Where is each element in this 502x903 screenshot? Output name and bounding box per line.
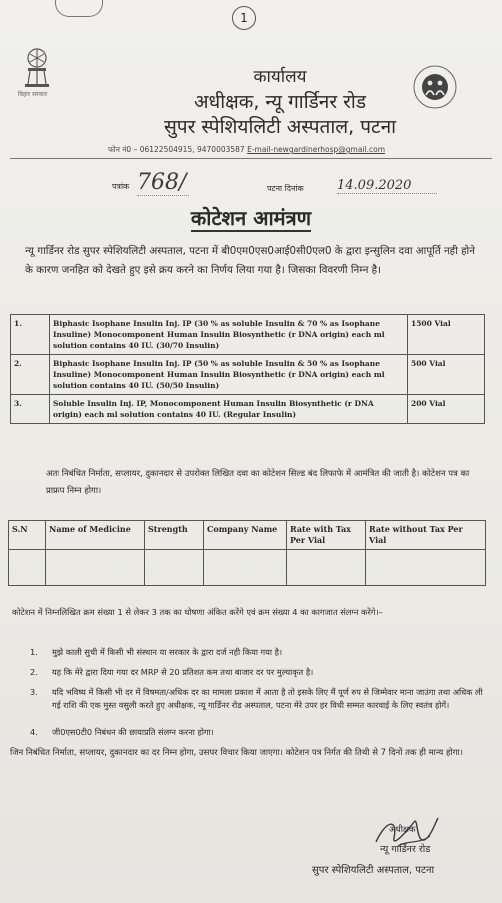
list-item [30,646,490,666]
contact-email: E-mail-newgardinerhosp@gmail.com [247,145,386,154]
table-row [11,355,485,395]
condition-number: 4. [30,727,38,737]
column-header: Rate without Tax Per Vial [366,521,486,550]
condition-text: यदि भविष्य में किसी भी दर में विषमता/अधिक दर का मामला प्रकाश में आता है तो इसके लिए मैं पूर्ण रुप से जिम्मेवार माना जाउंगा तथा अधिक ली गई राशि की एक मुस्त वसुली करते हुए अधीक्षक, न्यू गार्डिनर रोड अस्पताल, पटना मेरे उपर हर विधी सम्मत कारवाई के लिए स्वतंत्र होगें। [52,687,483,710]
column-header: S.N [9,521,46,550]
item-quantity: 1500 Vial [408,315,485,355]
conditions-list [30,646,490,739]
items-table [10,314,485,424]
handwritten-scribble [55,0,103,17]
item-description: Biphasic Isophane Insulin Inj. IP (30 % as soluble Insulin & 70 % as Isophane Insuline) Monocomponent Human Insulin Biosynthetic (r DNA origin) each ml solution contains 40 IU. (30/70 Insulin) [50,315,408,355]
column-header: Rate with Tax Per Vial [287,521,366,550]
emblem-caption: बिहार सरकार [18,91,48,98]
column-header: Name of Medicine [46,521,145,550]
quotation-format-table [8,520,486,586]
empty-cell [204,550,287,586]
document-title: कोटेशन आमंत्रण [190,206,312,230]
office-heading: कार्यालय [253,67,307,87]
item-number: 3. [11,395,50,424]
signatory-hospital: सुपर स्पेशियलिटी अस्पताल, पटना [312,865,435,876]
date-label: पटना दिनांक [267,184,304,193]
empty-cell [366,550,486,586]
item-quantity: 500 Vial [408,355,485,395]
empty-cell [46,550,145,586]
item-number: 2. [11,355,50,395]
header-divider [10,158,492,159]
condition-text: यह कि मेरे द्वारा दिया गया दर MRP से 20 प्रतिशत कम तथा बाजार दर पर मुल्याकृत है। [52,667,314,677]
reference-label: पत्रांक [112,182,130,191]
condition-text: जी0एस0टी0 निबंधन की छायाप्रति संलग्न करना होगा। [52,727,214,737]
table-row [9,550,486,586]
contact-line [108,145,385,155]
signatory-title: अधीक्षक [389,825,416,835]
selection-note: जिन निबंधित निर्माता, सप्लायर, दुकानदार का दर निम्न होगा, उसपर विचार किया जाएगा। कोटेशन पत्र निर्गत की तिथी से 7 दिनों तक ही मान्य होगा। [10,748,463,758]
date-value: 14.09.2020 [337,178,437,194]
condition-number: 1. [30,647,38,657]
condition-text: मुझे काली सुची में किसी भी संस्थान या सरकार के द्वारा दर्ज नही किया गया है। [52,647,283,657]
empty-cell [287,550,366,586]
bihar-emblem-icon [20,44,54,90]
condition-number: 3. [30,687,38,697]
list-item [30,666,490,686]
item-description: Soluble Insulin Inj. IP, Monocomponent Human Insulin Biosynthetic (r DNA origin) each ml solution contains 40 IU. (Regular Insulin) [50,395,408,424]
list-item [30,686,490,726]
condition-number: 2. [30,667,38,677]
item-description: Biphasic Isophane Insulin Inj. IP (50 % as soluble Insulin & 50 % as Isophane Insuline) Monocomponent Human Insulin Biosynthetic (r DNA origin) each ml solution contains 40 IU. (50/50 Insulin) [50,355,408,395]
contact-phone: फोन नं0 – 06122504915, 9470003587 [108,145,245,154]
table-header-row [9,521,486,550]
empty-cell [9,550,46,586]
intro-paragraph: न्यू गार्डिनर रोड सुपर स्पेशियलिटी अस्पताल, पटना में बी0एम0एस0आई0सी0एल0 के द्वारा इन्सुलिन दवा आपूर्ति नही होने के कारण जनहित को देखते हुए इसे क्रय करने का निर्णय लिया गया है। जिसका विवरणी निम्न है। [25,245,475,276]
declaration-instruction: कोटेशन में निम्नलिखित क्रम संख्या 1 से लेकर 3 तक का घोषणा अंकित करेंगे एवं क्रम संख्या 4 का कागजात संलग्न करेंगे।– [12,607,383,617]
page-number: 1 [232,6,256,30]
hospital-name: सुपर स्पेशियलिटी अस्पताल, पटना [163,116,397,138]
column-header: Strength [145,521,204,550]
list-item [30,726,490,739]
office-subheading: अधीक्षक, न्यू गार्डिनर रोड [194,91,366,113]
item-quantity: 200 Vial [408,395,485,424]
column-header: Company Name [204,521,287,550]
quotation-invitation-text: अतः निबंधित निर्माता, सप्लायर, दुकानदार से उपरोक्त लिखित दवा का कोटेशन सिल्ड बंद लिफाफे में आमंत्रित की जाती है। कोटेशन पत्र का प्राफ्रप निम्न होगा। [46,469,470,496]
table-row [11,315,485,355]
table-row [11,395,485,424]
signatory-office: न्यू गार्डिनर रोड [380,844,431,855]
reference-number: 768/ [137,170,189,196]
empty-cell [145,550,204,586]
item-number: 1. [11,315,50,355]
